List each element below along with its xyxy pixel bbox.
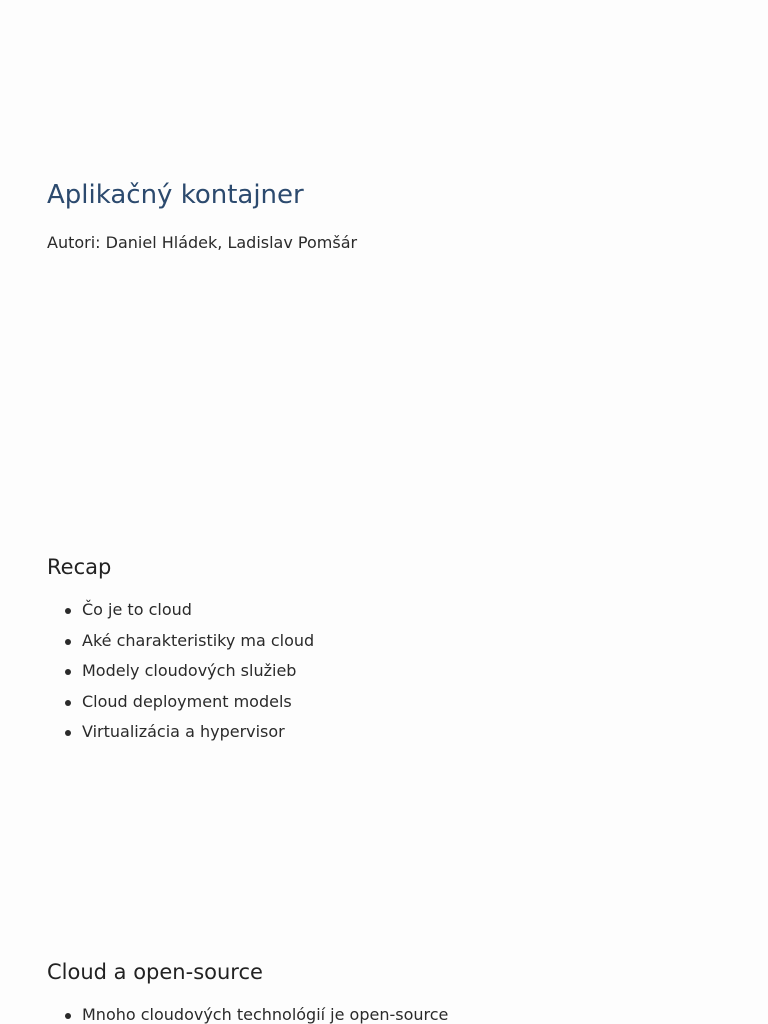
bullet-icon [65, 608, 71, 614]
bullet-icon [65, 669, 71, 675]
authors-line: Autori: Daniel Hládek, Ladislav Pomšár [47, 233, 358, 252]
bullet-icon [65, 639, 71, 645]
bullet-icon [65, 730, 71, 736]
list-item [47, 659, 314, 690]
list-item-text: Virtualizácia a hypervisor [82, 722, 285, 741]
bullet-icon [65, 1013, 71, 1019]
list-item-text: Čo je to cloud [82, 600, 192, 619]
list-item [47, 720, 314, 751]
list-item [47, 629, 314, 660]
list-item-text: Mnoho cloudových technológií je open-source [82, 1005, 449, 1024]
cloud-open-source-heading: Cloud a open-source [47, 960, 263, 984]
list-item [47, 690, 314, 721]
list-item-text: Cloud deployment models [82, 691, 292, 711]
list-item-text: Modely cloudových služieb [82, 661, 297, 680]
list-item-text: Aké charakteristiky ma cloud [82, 630, 315, 650]
recap-heading: Recap [47, 555, 112, 579]
cloud-open-source-list [47, 1003, 448, 1024]
list-item [47, 598, 314, 629]
list-item [47, 1003, 448, 1024]
recap-list [47, 598, 314, 751]
page-title: Aplikačný kontajner [47, 180, 304, 210]
bullet-icon [65, 700, 71, 706]
